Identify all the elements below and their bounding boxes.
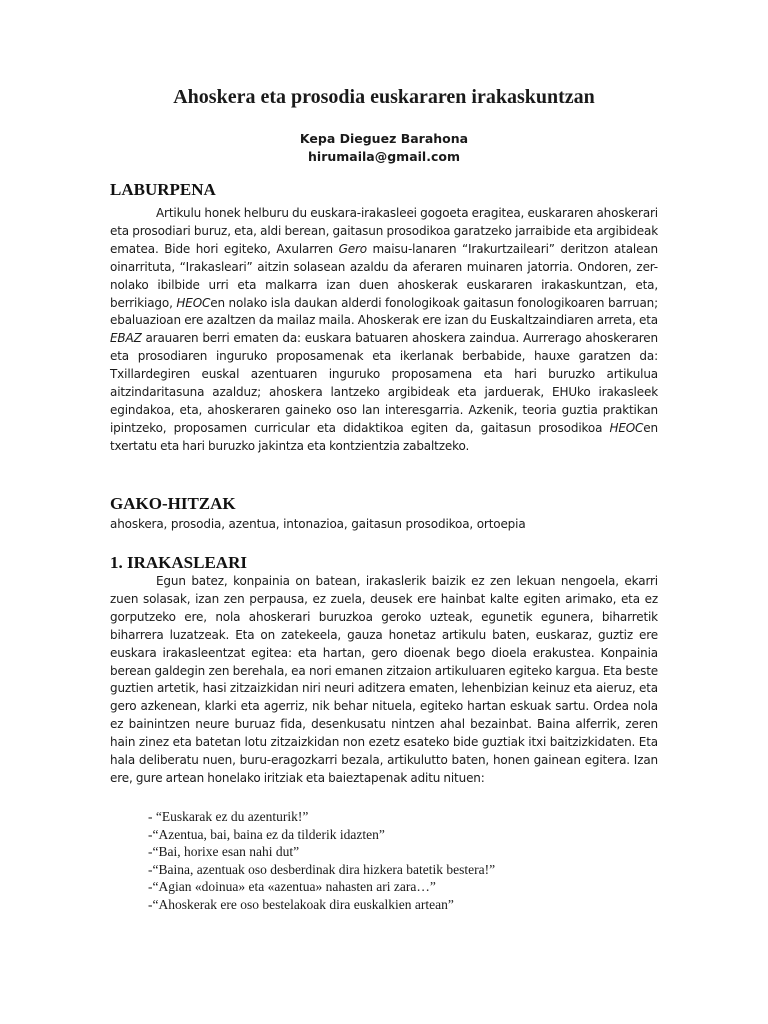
abstract-segment-italic: Gero: [338, 241, 367, 256]
abstract-segment: en txertatu eta hari buruzko jakintza eta kontzientzia zabaltzeko.: [110, 420, 658, 453]
author-name: Kepa Dieguez Barahona: [299, 131, 469, 146]
quote-item: -“Agian «doinua» eta «azentua» nahasten ari zara…”: [148, 879, 436, 895]
abstract-segment-italic: EBAZ: [110, 331, 142, 346]
abstract-paragraph: [110, 205, 658, 456]
abstract-segment: arauaren berri ematen da: euskara batuaren ahoskera zaindua. Aurrerago ahoskeraren eta prosodiaren inguruko proposamenak eta ikerlanak berbabide, hauxe garatzen da: Txillardegiren euskal azentuaren inguruko proposamena eta hari buruzko artikulua aitzindaritasuna azalduz; ahoskera lantzeko argibideak eta jarduerak, EHUko irakasleek egindakoa, eta, ahoskeraren gaineko oso lan interesgarria. Azkenik, teoria guztia praktikan ipintzeko, proposamen curricular eta didaktikoa egiten da, gaitasun prosodikoa: [110, 331, 658, 435]
section1-heading: 1. IRAKASLEARI: [110, 553, 247, 572]
quote-item: -“Bai, horixe esan nahi dut”: [148, 844, 300, 860]
abstract-heading: LABURPENA: [110, 180, 216, 199]
abstract-segment: maisu-lanaren “Irakurtzaileari” deritzon atalean oinarrituta, “Irakasleari” aitzin solasean azaldu da aferaren muinaren jatorria. Ondoren, zer-nolako ibilbide urri eta malkarra izan duen ahoskerak euskararen irakaskuntzan, eta, berrikiago,: [110, 241, 658, 310]
keywords-heading: GAKO-HITZAK: [110, 494, 236, 513]
keywords-text: ahoskera, prosodia, azentua, intonazioa, gaitasun prosodikoa, ortoepia: [110, 517, 526, 531]
author-email: hirumaila@gmail.com: [308, 149, 460, 164]
abstract-segment-italic: HEOC: [609, 420, 644, 435]
quote-item: -“Azentua, bai, baina ez da tilderik idazten”: [148, 826, 385, 842]
author-block: [110, 130, 658, 166]
paper-title: Ahoskera eta prosodia euskararen irakaskuntzan: [173, 86, 595, 108]
quote-item: -“Ahoskerak ere oso bestelakoak dira euskalkien artean”: [148, 896, 454, 912]
abstract-segment: en nolako isla daukan alderdi fonologikoak gaitasun fonologikoaren barruan; ebaluazioan ere azaltzen da mailaz maila. Ahoskerak ere izan du Euskaltzaindiaren arreta, eta: [110, 295, 659, 328]
abstract-segment: Artikulu honek helburu du euskara-irakasleei gogoeta eragitea, euskararen ahoskerari eta prosodiari buruz, eta, aldi berean, gaitasun prosodikoa garatzeko jarraibide eta argibideak ematea. Bide hori egiteko, Axularren: [110, 206, 658, 256]
abstract-segment-italic: HEOC: [176, 295, 211, 310]
quote-list: [148, 808, 628, 914]
section1-paragraph: Egun batez, konpainia on batean, irakaslerik baizik ez zen lekuan nengoela, ekarri zuen solasak, izan zen perpausa, ez zuela, deusek ere hainbat kalte egiten arimako, eta ez gorputzeko ere, nola ahoskerari buruzkoa geroko uzteak, egunetik egunera, biharretik biharrera luzatzeak. Eta on zatekeela, gauza honetaz artikulu baten, euskaraz, guztiz ere euskara irakasleentzat egitea: eta hartan, gero dioenak bego dioela erakustea. Konpainia berean galdegin zen berehala, ea nori emanen zitzaion artikuluaren egiteko kargua. Eta beste guztien artetik, hasi zitzaizkidan niri neuri aditzera ematen, lehenbizian keinuz eta aieruz, eta gero azkenean, klarki eta agerriz, nik behar nituela, egiteko hartan eskuak sartu. Ordea nola ez bainintzen neure buruaz fida, desenkusatu nintzen ahal bezainbat. Baina alferrik, zeren hain zinez eta batetan lotu zitzaizkidan non ezetz esateko bide guztiak itxi baitzizkidaten. Eta hala deliberatu nuen, buru-eragozkarri bezala, artikulutto baten, honen gainean egitera. Izan ere, gure artean honelako iritziak eta baieztapenak aditu nituen:: [110, 574, 658, 785]
quote-item: -“Baina, azentuak oso desberdinak dira hizkera batetik bestera!”: [148, 861, 496, 877]
quote-item: - “Euskarak ez du azenturik!”: [148, 809, 309, 824]
